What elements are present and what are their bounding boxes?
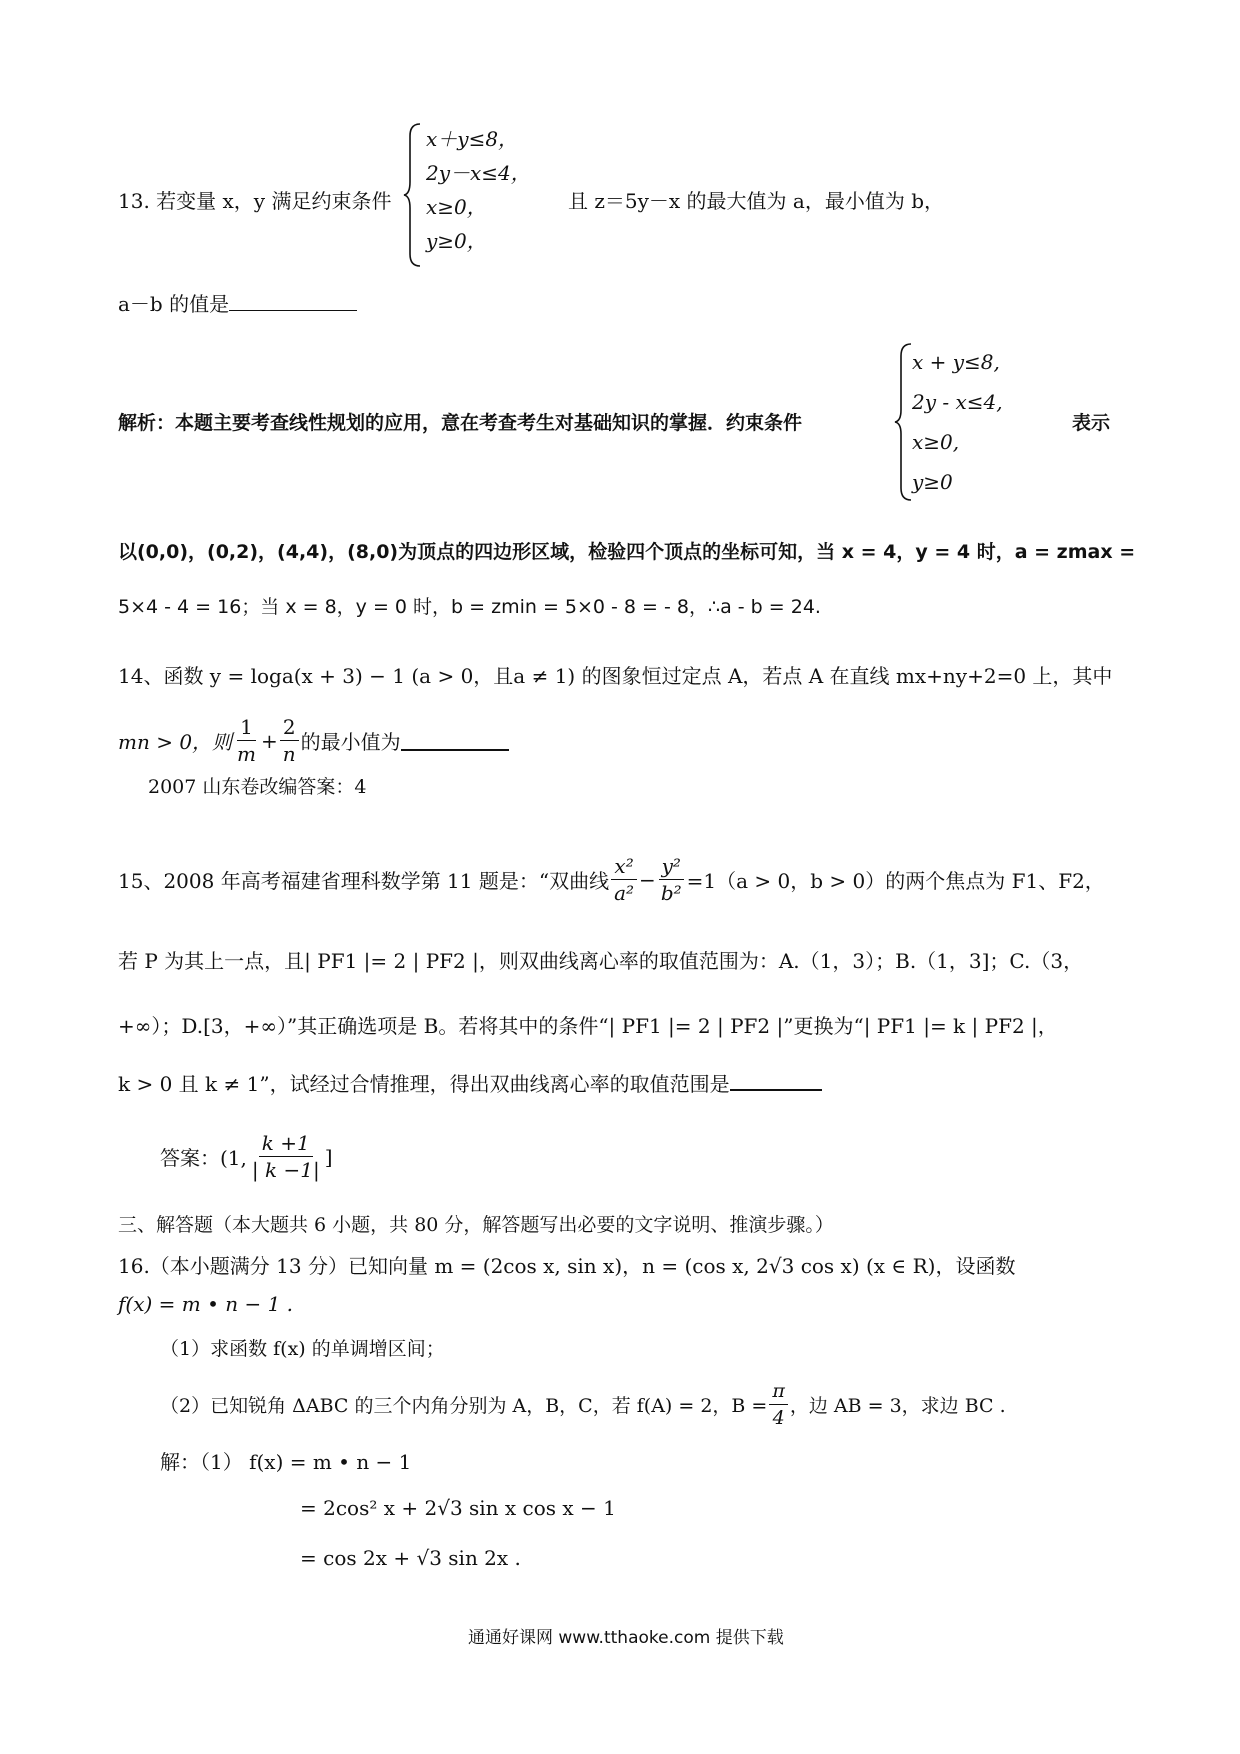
q15-answer-pre: 答案：(1,: [160, 1146, 247, 1170]
q15-line1: 15、2008 年高考福建省理科数学第 11 题是：“双曲线 $\frac{\text{x²}}{\text{a²}}$ − $\frac{\text{y²}}{\text{b²}}$ =1（a > 0，b > 0）的两个焦点为 F1、F2，: [118, 854, 1105, 905]
sol13-brace: [893, 342, 913, 502]
q16-part2: [160, 1378, 1006, 1431]
q13-line2: [118, 288, 357, 317]
q13-lead: [118, 185, 391, 214]
sol13-constraint: 2y - x≤4,: [912, 390, 1003, 414]
q14-line1-text: 14、函数 y = loga(x + 3) − 1 (a > 0，且a ≠ 1) 的图象恒过定点 A，若点 A 在直线 mx+ny+2=0 上，其中: [118, 664, 1113, 688]
sol13-line2-text: 以(0,0)，(0,2)，(4,4)，(8,0)为顶点的四边形区域，检验四个顶点的坐标可知，当 x = 4，y = 4 时，a = zmax =: [118, 541, 1136, 563]
sol13-tail: [1072, 408, 1110, 435]
q15-line3-text: +∞）；D.[3，+∞）”其正确选项是 B。若将其中的条件“| PF1 |= 2 | PF2 |”更换为“| PF1 |= k | PF2 |，: [118, 1014, 1058, 1038]
q16-line2-text: f(x) = m • n − 1 .: [118, 1292, 294, 1316]
q13-constraint: x＋y≤8，: [426, 127, 519, 151]
q15-line3: [118, 1010, 1058, 1039]
q14-answer-blank[interactable]: [401, 731, 509, 751]
q16-part2-post: ，边 AB = 3，求边 BC .: [789, 1395, 1006, 1417]
sol13-lead: [118, 408, 802, 435]
q14-line2-pre: mn > 0，则: [118, 730, 233, 754]
q13-answer-blank[interactable]: [229, 292, 357, 311]
page-footer: [468, 1623, 784, 1648]
sol13-constraints: [912, 342, 1003, 502]
q13-constraint: x≥0，: [426, 195, 487, 219]
sol13-constraint: x≥0,: [912, 430, 960, 454]
sol13-line2: [118, 537, 1135, 564]
q14-line2: mn > 0，则 $\frac{1}{m}$ + $\frac{2}{n}$ 的最小值为: [118, 714, 509, 767]
q14-fraction-1-over-m: $\frac{1}{m}$: [237, 715, 257, 766]
q16-line1-text: 16.（本小题满分 13 分）已知向量 m = (2cos x, sin x)，n = (cos x, 2√3 cos x) (x ∈ R)，设函数: [118, 1254, 1016, 1278]
sol13-tail-text: 表示: [1072, 412, 1111, 434]
q14-fraction-2-over-n: $\frac{2}{n}$: [280, 714, 299, 767]
q13-constraints: [426, 122, 531, 258]
section3-text: 三、解答题（本大题共 6 小题，共 80 分，解答题写出必要的文字说明、推演步骤。）: [118, 1214, 834, 1236]
q14-answer: [148, 772, 366, 799]
q16-sol1: [160, 1446, 411, 1475]
q15-answer-post: ]: [324, 1144, 333, 1169]
q16-part1-text: （1）求函数 f(x) 的单调增区间；: [160, 1338, 445, 1360]
q14-line2-post: 的最小值为: [300, 730, 401, 754]
q16-sol3: [300, 1546, 521, 1570]
q15-line4: [118, 1068, 822, 1097]
sol13-constraint: x + y≤8,: [912, 350, 1000, 374]
q16-sol2-text: = 2cos² x + 2√3 sin x cos x − 1: [300, 1496, 616, 1520]
q13-lead-text: 13. 若变量 x，y 满足约束条件: [118, 189, 392, 213]
q16-part1: [160, 1334, 445, 1361]
q15-answer-fraction: [249, 1130, 323, 1183]
sol13-lead-text: 解析：本题主要考查线性规划的应用，意在考查考生对基础知识的掌握．约束条件: [118, 412, 803, 434]
q14-answer-text: 2007 山东卷改编答案：4: [148, 776, 367, 798]
q15-fraction-x2-over-a2: $\frac{\text{x²}}{\text{a²}}$: [611, 853, 637, 906]
q15-line1-pre: 15、2008 年高考福建省理科数学第 11 题是：“双曲线: [118, 869, 610, 893]
q13-tail-text: 且 z＝5y－x 的最大值为 a，最小值为 b，: [568, 189, 944, 213]
q16-sol2: [300, 1496, 616, 1520]
q16-fraction-pi-over-4: $\frac{\pi}{4}$: [769, 1378, 788, 1431]
q16-line2: [118, 1292, 293, 1316]
q15-answer-numerator: k +1: [259, 1130, 313, 1157]
q15-line4-text: k > 0 且 k ≠ 1”，试经过合情推理，得出双曲线离心率的取值范围是: [118, 1072, 730, 1096]
q15-fraction-y2-over-b2: $\frac{\text{y²}}{\text{b²}}$: [658, 853, 685, 906]
footer-text: 通通好课网 www.tthaoke.com 提供下载: [468, 1628, 784, 1648]
q15-line2-text: 若 P 为其上一点，且| PF1 |= 2 | PF2 |，则双曲线离心率的取值范围为：A.（1，3）；B.（1，3]；C.（3，: [118, 949, 1084, 973]
q13-brace: [402, 122, 422, 268]
q14-line1: [118, 660, 1112, 689]
sol13-line3-text: 5×4 - 4 = 16；当 x = 8，y = 0 时，b = zmin = 5×0 - 8 = - 8，∴a - b = 24.: [118, 596, 821, 618]
q15-answer-denominator: | k −1|: [251, 1158, 320, 1182]
q15-answer: [160, 1130, 333, 1183]
q13-tail: [568, 185, 944, 214]
q16-sol1-text: 解：（1） f(x) = m • n − 1: [160, 1450, 412, 1474]
q13-constraint: y≥0，: [426, 229, 487, 253]
q13-line2-text: a－b 的值是: [118, 292, 230, 316]
sol13-constraint: y≥0: [912, 470, 953, 494]
q16-line1: [118, 1250, 1015, 1279]
q13-constraint: 2y－x≤4，: [426, 161, 531, 185]
q15-line2: [118, 945, 1083, 974]
q15-line1-post: =1（a > 0，b > 0）的两个焦点为 F1、F2，: [686, 869, 1105, 893]
q15-answer-blank[interactable]: [730, 1071, 822, 1091]
q16-sol3-text: = cos 2x + √3 sin 2x .: [300, 1546, 521, 1570]
q16-part2-pre: （2）已知锐角 ΔABC 的三个内角分别为 A，B，C，若 f(A) = 2，B =: [160, 1395, 768, 1417]
sol13-line3: [118, 592, 821, 619]
section3-heading: [118, 1210, 834, 1237]
